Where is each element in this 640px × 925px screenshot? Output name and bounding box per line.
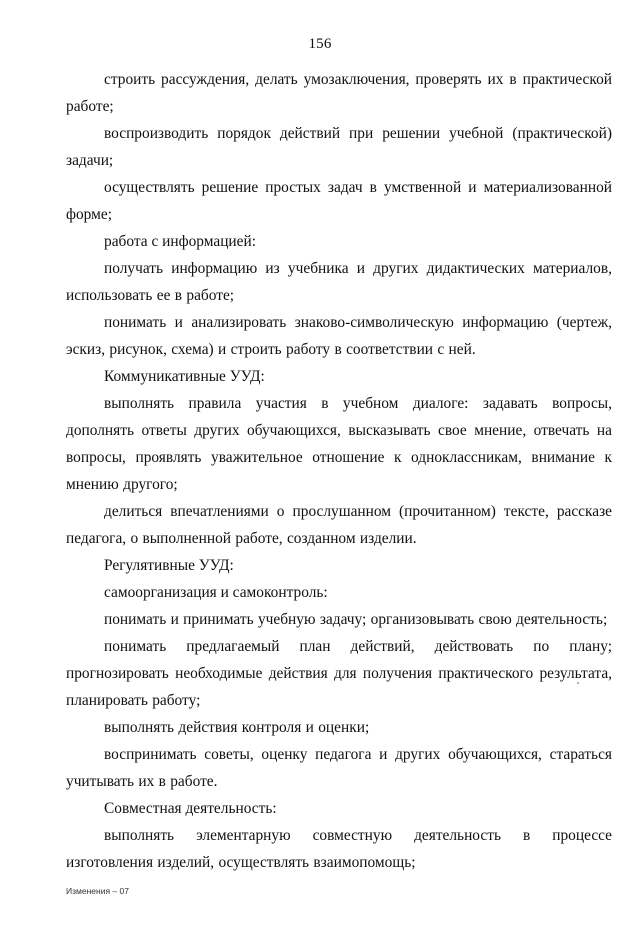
paragraph: понимать и принимать учебную задачу; организовывать свою деятельность; [104, 611, 608, 628]
footer-revision-note: Изменения – 07 [66, 886, 129, 896]
section-heading-joint-activity: Совместная деятельность: [104, 800, 277, 817]
section-heading-communicative: Коммуникативные УУД: [104, 368, 265, 385]
page-number: 156 [308, 36, 332, 52]
paragraph: понимать и анализировать знаково-символическую информацию (чертеж, эскиз, рисунок, схема) и строить работу в соответствии с ней. [66, 314, 612, 358]
paragraph: делиться впечатлениями о прослушанном (прочитанном) тексте, рассказе педагога, о выполненной работе, созданном изделии. [66, 503, 612, 547]
page-body [66, 66, 612, 876]
paragraph: выполнять элементарную совместную деятельность в процессе изготовления изделий, осуществлять взаимопомощь; [66, 827, 612, 871]
subsection-label: самоорганизация и самоконтроль: [104, 584, 328, 601]
subsection-label: работа с информацией: [104, 233, 257, 250]
paragraph: воспринимать советы, оценку педагога и других обучающихся, стараться учитывать их в работе. [66, 746, 612, 790]
paragraph: выполнять правила участия в учебном диалоге: задавать вопросы, дополнять ответы других обучающихся, высказывать свое мнение, отвечать на вопросы, проявлять уважительное отношение к одноклассникам, внимание к мнению другого; [66, 395, 612, 493]
paragraph: строить рассуждения, делать умозаключения, проверять их в практической работе; [66, 71, 612, 115]
paragraph: выполнять действия контроля и оценки; [104, 719, 370, 736]
paragraph: воспроизводить порядок действий при решении учебной (практической) задачи; [66, 125, 612, 169]
paragraph: осуществлять решение простых задач в умственной и материализованной форме; [66, 179, 612, 223]
paragraph: получать информацию из учебника и других дидактических материалов, использовать ее в работе; [66, 260, 612, 304]
paragraph: понимать предлагаемый план действий, действовать по плану; прогнозировать необходимые действия для получения практического результата, планировать работу; [66, 638, 612, 709]
section-heading-regulatory: Регулятивные УУД: [104, 557, 234, 574]
scan-speck [577, 682, 579, 684]
